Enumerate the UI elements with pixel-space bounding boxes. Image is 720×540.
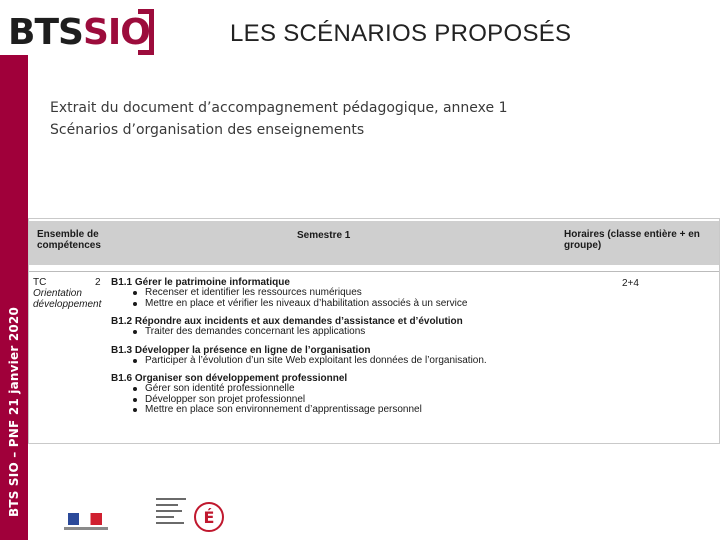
header-horaires: Horaires (classe entière + en groupe) xyxy=(564,229,700,251)
block-b12 xyxy=(111,316,611,338)
table-divider xyxy=(29,271,719,272)
hours-value: 2+4 xyxy=(622,278,639,289)
left-column xyxy=(33,277,101,310)
developpement-label: développement xyxy=(33,299,102,310)
bullet-item: Recenser et identifier les ressources numériques xyxy=(111,288,611,299)
flag-caption xyxy=(64,527,108,530)
ministry-logo-icon xyxy=(156,498,186,528)
competence-blocks xyxy=(111,277,611,423)
tc-label: TC xyxy=(33,277,47,288)
intro-line-1: Extrait du document d’accompagnement pédagogique, annexe 1 xyxy=(50,100,508,116)
bullet-item: Mettre en place et vérifier les niveaux d’habilitation associés à un service xyxy=(111,299,611,310)
education-e-icon: É xyxy=(194,502,224,532)
block-b16 xyxy=(111,373,611,416)
intro-text xyxy=(50,97,507,141)
logo-bracket xyxy=(138,9,154,55)
bullet-item: Traiter des demandes concernant les applications xyxy=(111,327,611,338)
block-title: B1.2 Répondre aux incidents et aux demandes d’assistance et d’évolution xyxy=(111,316,463,327)
bullet-item: Gérer son identité professionnelle xyxy=(111,384,611,395)
logo-sio: SIO xyxy=(82,11,150,53)
header-semestre: Semestre 1 xyxy=(297,230,351,241)
block-b11 xyxy=(111,277,611,309)
tc-number: 2 xyxy=(95,277,101,288)
logo-bts: BTS xyxy=(8,11,83,53)
intro-line-2: Scénarios d’organisation des enseignements xyxy=(50,122,365,138)
bullet-item: Mettre en place son environnement d’apprentissage personnel xyxy=(111,405,611,416)
bullet-item: Développer son projet professionnel xyxy=(111,395,611,406)
sidebar-text: BTS SIO – PNF 21 janvier 2020 xyxy=(7,306,21,518)
bullet-item: Participer à l’évolution d’un site Web exploitant les données de l’organisation. xyxy=(111,356,611,367)
document-excerpt xyxy=(28,218,720,444)
header-competences: Ensemble de compétences xyxy=(37,229,101,251)
table-header xyxy=(29,221,719,265)
page-title: LES SCÉNARIOS PROPOSÉS xyxy=(230,20,572,47)
block-title: B1.6 Organiser son développement professionnel xyxy=(111,373,348,384)
block-title: B1.1 Gérer le patrimoine informatique xyxy=(111,277,290,288)
orientation-label: Orientation xyxy=(33,288,82,299)
block-b13 xyxy=(111,345,611,367)
bts-sio-logo xyxy=(8,8,154,56)
flag-icon xyxy=(68,513,102,525)
block-title: B1.3 Développer la présence en ligne de l’organisation xyxy=(111,344,371,356)
